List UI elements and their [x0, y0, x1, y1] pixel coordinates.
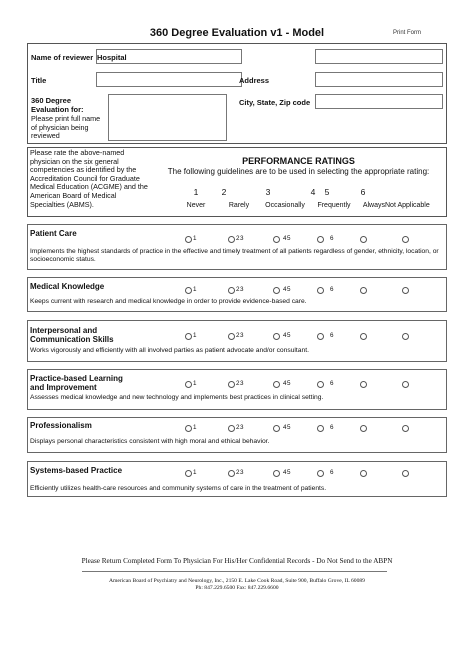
- board-phone: Ph: 847.229.6500 Fax: 847.229.6600: [195, 585, 279, 591]
- radio-label: 1: [193, 235, 197, 242]
- rating-number-6: 6: [360, 187, 366, 197]
- radio-rating-1[interactable]: [185, 470, 192, 477]
- radio-rating-5[interactable]: [360, 287, 367, 294]
- physician-name-input[interactable]: [108, 94, 227, 141]
- scale-occasionally: Occasionally: [265, 202, 305, 209]
- radio-label: 2: [236, 380, 240, 387]
- scale-always: Always: [362, 202, 385, 209]
- rating-number-4: 4: [310, 187, 316, 197]
- section-title: Practice-based Learning: [30, 374, 123, 383]
- radio-rating-3[interactable]: [273, 236, 280, 243]
- radio-rating-6[interactable]: [402, 470, 409, 477]
- radio-label: 5: [287, 469, 291, 476]
- radio-label: 3: [240, 380, 244, 387]
- scale-rarely: Rarely: [228, 202, 250, 209]
- radio-rating-4[interactable]: [317, 381, 324, 388]
- radio-rating-6[interactable]: [402, 381, 409, 388]
- form-title: 360 Degree Evaluation v1 - Model: [149, 27, 325, 39]
- radio-rating-6[interactable]: [402, 287, 409, 294]
- address-input[interactable]: [315, 72, 443, 87]
- radio-rating-4[interactable]: [317, 470, 324, 477]
- address-label: Address: [239, 76, 270, 85]
- radio-label: 4: [283, 332, 287, 339]
- section-description: Keeps current with research and medical knowledge in order to provide evidence-based care.: [30, 298, 307, 305]
- radio-rating-4[interactable]: [317, 333, 324, 340]
- radio-label: 1: [193, 286, 197, 293]
- section-description: Displays personal characteristics consistent with high moral and ethical behavior.: [30, 438, 270, 445]
- radio-label: 1: [193, 469, 197, 476]
- radio-label: 3: [240, 424, 244, 431]
- return-notice: Please Return Completed Form To Physician For His/Her Confidential Records - Do Not Send to the ABPN: [81, 557, 393, 565]
- radio-label: 3: [240, 286, 244, 293]
- radio-label: 1: [193, 332, 197, 339]
- radio-rating-3[interactable]: [273, 470, 280, 477]
- radio-label: 6: [330, 332, 334, 339]
- section-description: Implements the highest standards of practice in the effective and timely treatment of all patients regardless of gender, ethnicity, location, or socioeconomic status.: [30, 248, 439, 264]
- radio-rating-2[interactable]: [228, 287, 235, 294]
- reviewer-value: Hospital: [97, 53, 127, 62]
- section-title: Interpersonal and: [30, 326, 98, 335]
- radio-label: 5: [287, 235, 291, 242]
- radio-label: 6: [330, 424, 334, 431]
- radio-rating-1[interactable]: [185, 287, 192, 294]
- radio-label: 6: [330, 235, 334, 242]
- radio-label: 4: [283, 380, 287, 387]
- rating-number-2: 2: [221, 187, 227, 197]
- reviewer-right-input[interactable]: [315, 49, 443, 64]
- city-state-zip-input[interactable]: [315, 94, 443, 109]
- radio-rating-1[interactable]: [185, 381, 192, 388]
- radio-rating-4[interactable]: [317, 287, 324, 294]
- radio-label: 5: [287, 332, 291, 339]
- section-description: Works vigorously and efficiently with all involved parties as patient advocate and/or consultant.: [30, 347, 309, 354]
- scale-not-applicable: Not Applicable: [385, 202, 430, 209]
- rating-guideline: The following guidelines are to be used in selecting the appropriate rating:: [167, 167, 430, 176]
- radio-rating-6[interactable]: [402, 333, 409, 340]
- reviewer-label: Name of reviewer: [31, 53, 94, 62]
- radio-rating-1[interactable]: [185, 425, 192, 432]
- radio-rating-2[interactable]: [228, 381, 235, 388]
- radio-label: 1: [193, 380, 197, 387]
- radio-label: 2: [236, 424, 240, 431]
- radio-label: 1: [193, 424, 197, 431]
- radio-rating-6[interactable]: [402, 236, 409, 243]
- evaluation-label-line1: 360 Degree: [31, 96, 72, 105]
- section-title: Patient Care: [30, 229, 77, 238]
- section-title: Medical Knowledge: [30, 282, 105, 291]
- radio-rating-2[interactable]: [228, 425, 235, 432]
- radio-rating-3[interactable]: [273, 333, 280, 340]
- radio-rating-1[interactable]: [185, 333, 192, 340]
- radio-rating-4[interactable]: [317, 425, 324, 432]
- print-form-button[interactable]: Print Form: [393, 30, 422, 36]
- section-description: Efficiently utilizes health-care resources and community systems of care in the treatment of patients.: [30, 485, 327, 492]
- radio-label: 2: [236, 469, 240, 476]
- radio-label: 4: [283, 469, 287, 476]
- radio-rating-5[interactable]: [360, 236, 367, 243]
- rating-instructions: Please rate the above-named physician on the six general competencies as identified by the Accreditation Council for Graduate Medical Education (ACGME) and the American Board of Medical Specialties (ABMS).: [30, 148, 148, 209]
- section-title-line2: Communication Skills: [30, 335, 114, 344]
- performance-ratings-heading: PERFORMANCE RATINGS: [242, 156, 355, 166]
- section-title: Systems-based Practice: [30, 466, 123, 475]
- radio-rating-6[interactable]: [402, 425, 409, 432]
- radio-rating-1[interactable]: [185, 236, 192, 243]
- radio-label: 4: [283, 235, 287, 242]
- evaluation-hint: Please print full name of physician being reviewed: [31, 114, 101, 141]
- radio-label: 6: [330, 286, 334, 293]
- radio-rating-3[interactable]: [273, 425, 280, 432]
- footer-divider: [82, 571, 387, 572]
- title-label: Title: [31, 76, 47, 85]
- radio-label: 4: [283, 286, 287, 293]
- radio-label: 2: [236, 332, 240, 339]
- radio-rating-2[interactable]: [228, 333, 235, 340]
- radio-label: 3: [240, 235, 244, 242]
- radio-rating-3[interactable]: [273, 287, 280, 294]
- evaluation-label-line2: Evaluation for:: [31, 105, 84, 114]
- radio-label: 6: [330, 380, 334, 387]
- radio-label: 4: [283, 424, 287, 431]
- radio-rating-5[interactable]: [360, 470, 367, 477]
- section-title: Professionalism: [30, 421, 92, 430]
- radio-rating-5[interactable]: [360, 381, 367, 388]
- radio-label: 2: [236, 235, 240, 242]
- city-state-zip-label: City, State, Zip code: [239, 98, 311, 107]
- rating-number-1: 1: [193, 187, 199, 197]
- radio-label: 5: [287, 286, 291, 293]
- scale-never: Never: [186, 202, 206, 209]
- radio-label: 5: [287, 380, 291, 387]
- reviewer-input[interactable]: [96, 49, 242, 64]
- radio-label: 3: [240, 332, 244, 339]
- radio-rating-5[interactable]: [360, 333, 367, 340]
- radio-rating-5[interactable]: [360, 425, 367, 432]
- radio-label: 2: [236, 286, 240, 293]
- rating-number-5: 5: [324, 187, 330, 197]
- section-title-line2: and Improvement: [30, 383, 97, 392]
- radio-rating-2[interactable]: [228, 236, 235, 243]
- radio-rating-4[interactable]: [317, 236, 324, 243]
- radio-rating-3[interactable]: [273, 381, 280, 388]
- board-address: American Board of Psychiatry and Neurology, Inc., 2150 E. Lake Cook Road, Suite 900, Buffalo Grove, IL 60089: [109, 578, 365, 584]
- rating-number-3: 3: [265, 187, 271, 197]
- title-input[interactable]: [96, 72, 242, 87]
- radio-label: 6: [330, 469, 334, 476]
- radio-label: 3: [240, 469, 244, 476]
- section-description: Assesses medical knowledge and new technology and implements best practices in clinical setting.: [30, 394, 324, 401]
- radio-label: 5: [287, 424, 291, 431]
- radio-rating-2[interactable]: [228, 470, 235, 477]
- reviewer-fields-container: [27, 43, 447, 144]
- scale-frequently: Frequently: [317, 202, 351, 209]
